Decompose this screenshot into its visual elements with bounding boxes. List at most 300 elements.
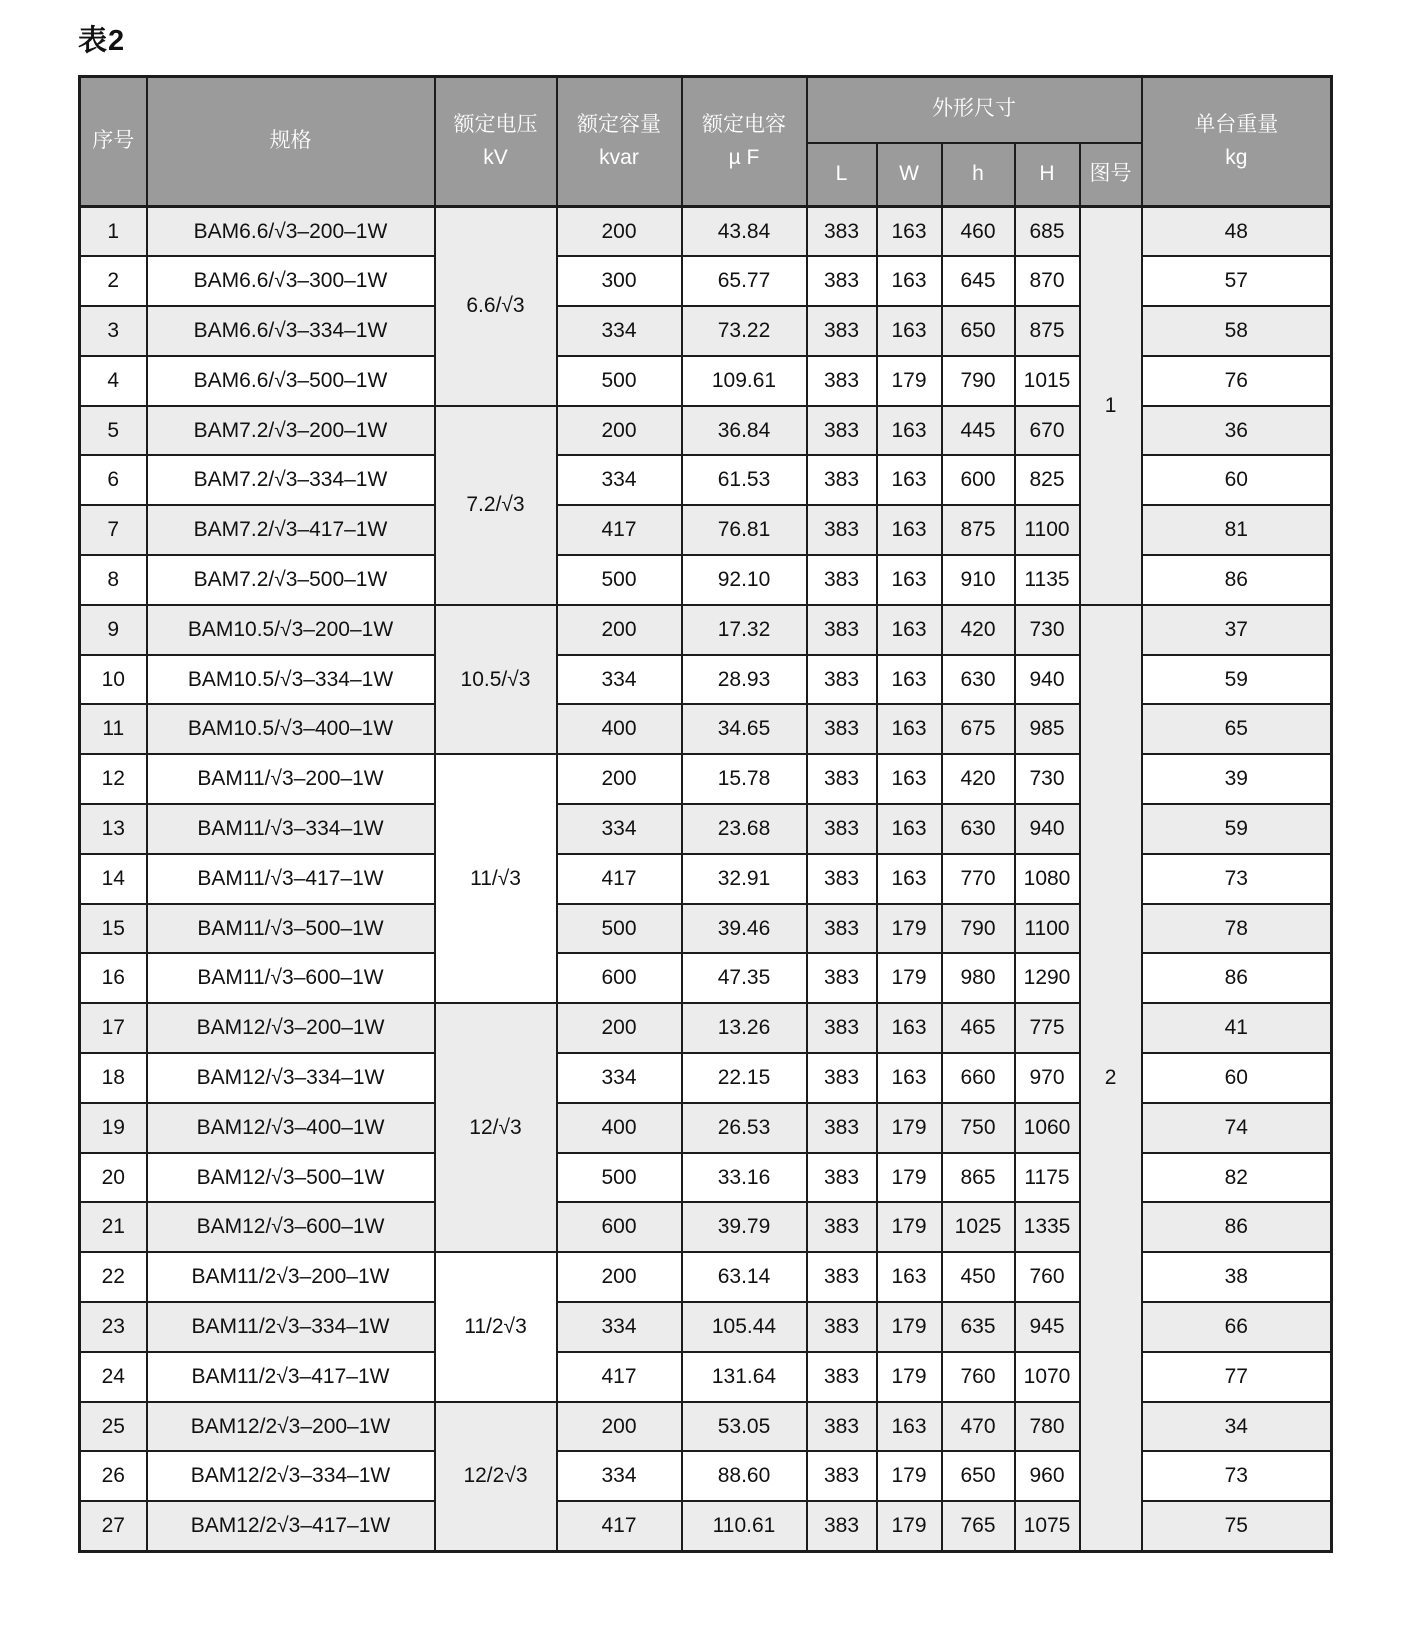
cell-dim-W: 163 xyxy=(877,605,942,655)
cell-serial: 3 xyxy=(80,306,147,356)
cell-rated-capacity: 200 xyxy=(557,1003,682,1053)
cell-spec: BAM12/√3–200–1W xyxy=(147,1003,435,1053)
cell-rated-capacity: 600 xyxy=(557,1202,682,1252)
cell-rated-voltage-group: 6.6/√3 xyxy=(435,207,557,406)
cell-dim-W: 163 xyxy=(877,804,942,854)
cell-serial: 8 xyxy=(80,555,147,605)
header-rated-voltage-line1: 额定电压 xyxy=(453,112,538,136)
table-row xyxy=(80,953,1332,1003)
cell-dim-L: 383 xyxy=(807,904,877,954)
table-row xyxy=(80,306,1332,356)
cell-spec: BAM11/√3–334–1W xyxy=(147,804,435,854)
cell-dim-h: 660 xyxy=(942,1053,1015,1103)
cell-spec: BAM11/√3–600–1W xyxy=(147,953,435,1003)
cell-dim-h: 450 xyxy=(942,1252,1015,1302)
cell-dim-L: 383 xyxy=(807,854,877,904)
cell-dim-h: 635 xyxy=(942,1302,1015,1352)
cell-unit-weight: 60 xyxy=(1142,455,1332,505)
cell-unit-weight: 57 xyxy=(1142,256,1332,306)
cell-spec: BAM6.6/√3–300–1W xyxy=(147,256,435,306)
table-row xyxy=(80,1003,1332,1053)
cell-dim-L: 383 xyxy=(807,1003,877,1053)
cell-rated-capacitance: 65.77 xyxy=(682,256,807,306)
cell-dim-W: 163 xyxy=(877,1402,942,1452)
cell-dim-L: 383 xyxy=(807,1153,877,1203)
cell-spec: BAM11/2√3–334–1W xyxy=(147,1302,435,1352)
cell-dim-H: 1100 xyxy=(1015,904,1080,954)
cell-rated-capacity: 417 xyxy=(557,505,682,555)
cell-dim-H: 1060 xyxy=(1015,1103,1080,1153)
table-row xyxy=(80,1501,1332,1551)
table-row xyxy=(80,904,1332,954)
cell-dim-h: 420 xyxy=(942,754,1015,804)
header-rated-voltage xyxy=(435,77,557,207)
cell-dim-h: 465 xyxy=(942,1003,1015,1053)
cell-dim-W: 179 xyxy=(877,904,942,954)
cell-dim-h: 1025 xyxy=(942,1202,1015,1252)
cell-rated-capacity: 200 xyxy=(557,207,682,257)
cell-dim-h: 765 xyxy=(942,1501,1015,1551)
cell-rated-capacitance: 131.64 xyxy=(682,1352,807,1402)
header-rated-capacitance-unit: µ F xyxy=(728,145,760,169)
table-row xyxy=(80,1402,1332,1452)
cell-dim-h: 630 xyxy=(942,804,1015,854)
cell-rated-capacitance: 15.78 xyxy=(682,754,807,804)
cell-dim-L: 383 xyxy=(807,406,877,456)
cell-rated-capacity: 334 xyxy=(557,1451,682,1501)
cell-dim-h: 675 xyxy=(942,704,1015,754)
cell-dim-W: 179 xyxy=(877,356,942,406)
cell-dim-H: 760 xyxy=(1015,1252,1080,1302)
cell-dim-H: 970 xyxy=(1015,1053,1080,1103)
cell-rated-capacitance: 47.35 xyxy=(682,953,807,1003)
cell-dim-H: 1100 xyxy=(1015,505,1080,555)
cell-dim-H: 1080 xyxy=(1015,854,1080,904)
table-row xyxy=(80,256,1332,306)
table-row xyxy=(80,1252,1332,1302)
cell-dim-H: 1290 xyxy=(1015,953,1080,1003)
cell-rated-capacitance: 61.53 xyxy=(682,455,807,505)
header-serial xyxy=(80,77,147,207)
table-row xyxy=(80,1103,1332,1153)
cell-dim-h: 650 xyxy=(942,1451,1015,1501)
cell-dim-h: 910 xyxy=(942,555,1015,605)
header-dimensions-group xyxy=(807,77,1142,143)
cell-dim-H: 730 xyxy=(1015,605,1080,655)
cell-spec: BAM12/2√3–200–1W xyxy=(147,1402,435,1452)
cell-rated-capacity: 300 xyxy=(557,256,682,306)
cell-unit-weight: 76 xyxy=(1142,356,1332,406)
cell-dim-L: 383 xyxy=(807,1302,877,1352)
header-dim-L-label: L xyxy=(835,161,848,185)
header-dim-h xyxy=(942,143,1015,207)
cell-serial: 16 xyxy=(80,953,147,1003)
cell-dim-H: 940 xyxy=(1015,804,1080,854)
capacitor-spec-table xyxy=(78,75,1333,1553)
cell-dim-H: 825 xyxy=(1015,455,1080,505)
cell-rated-voltage-group: 12/√3 xyxy=(435,1003,557,1252)
cell-dim-H: 670 xyxy=(1015,406,1080,456)
cell-spec: BAM11/2√3–417–1W xyxy=(147,1352,435,1402)
header-spec xyxy=(147,77,435,207)
cell-dim-h: 750 xyxy=(942,1103,1015,1153)
cell-rated-capacitance: 39.46 xyxy=(682,904,807,954)
cell-dim-h: 650 xyxy=(942,306,1015,356)
cell-rated-voltage-group: 11/2√3 xyxy=(435,1252,557,1401)
cell-dim-h: 645 xyxy=(942,256,1015,306)
cell-dim-L: 383 xyxy=(807,555,877,605)
header-dim-W xyxy=(877,143,942,207)
cell-dim-h: 790 xyxy=(942,904,1015,954)
cell-unit-weight: 73 xyxy=(1142,854,1332,904)
cell-rated-capacitance: 34.65 xyxy=(682,704,807,754)
cell-unit-weight: 73 xyxy=(1142,1451,1332,1501)
cell-rated-capacitance: 73.22 xyxy=(682,306,807,356)
cell-dim-W: 179 xyxy=(877,1352,942,1402)
cell-unit-weight: 59 xyxy=(1142,804,1332,854)
cell-spec: BAM11/√3–500–1W xyxy=(147,904,435,954)
cell-dim-W: 163 xyxy=(877,406,942,456)
cell-dim-W: 163 xyxy=(877,455,942,505)
cell-serial: 18 xyxy=(80,1053,147,1103)
cell-serial: 17 xyxy=(80,1003,147,1053)
cell-dim-H: 985 xyxy=(1015,704,1080,754)
cell-dim-W: 163 xyxy=(877,207,942,257)
cell-dim-L: 383 xyxy=(807,704,877,754)
cell-unit-weight: 75 xyxy=(1142,1501,1332,1551)
cell-spec: BAM11/√3–200–1W xyxy=(147,754,435,804)
cell-serial: 1 xyxy=(80,207,147,257)
cell-unit-weight: 58 xyxy=(1142,306,1332,356)
cell-dim-W: 163 xyxy=(877,655,942,705)
cell-serial: 25 xyxy=(80,1402,147,1452)
cell-unit-weight: 34 xyxy=(1142,1402,1332,1452)
cell-dim-L: 383 xyxy=(807,1402,877,1452)
cell-rated-capacity: 200 xyxy=(557,605,682,655)
cell-unit-weight: 86 xyxy=(1142,1202,1332,1252)
cell-dim-L: 383 xyxy=(807,356,877,406)
cell-rated-capacity: 500 xyxy=(557,356,682,406)
cell-dim-L: 383 xyxy=(807,1103,877,1153)
header-rated-capacity-unit: kvar xyxy=(599,145,639,169)
cell-rated-capacity: 200 xyxy=(557,1252,682,1302)
cell-dim-W: 163 xyxy=(877,555,942,605)
cell-spec: BAM6.6/√3–500–1W xyxy=(147,356,435,406)
cell-dim-H: 730 xyxy=(1015,754,1080,804)
cell-dim-L: 383 xyxy=(807,455,877,505)
header-rated-capacitance xyxy=(682,77,807,207)
cell-rated-capacitance: 22.15 xyxy=(682,1053,807,1103)
cell-dim-H: 1070 xyxy=(1015,1352,1080,1402)
header-rated-capacitance-line1: 额定电容 xyxy=(702,112,786,136)
cell-dim-W: 163 xyxy=(877,1053,942,1103)
cell-dim-L: 383 xyxy=(807,605,877,655)
cell-rated-voltage-group: 10.5/√3 xyxy=(435,605,557,754)
table-row xyxy=(80,406,1332,456)
cell-rated-capacity: 500 xyxy=(557,555,682,605)
cell-rated-capacitance: 76.81 xyxy=(682,505,807,555)
table-row xyxy=(80,704,1332,754)
cell-rated-capacitance: 53.05 xyxy=(682,1402,807,1452)
cell-dim-W: 179 xyxy=(877,1202,942,1252)
cell-serial: 19 xyxy=(80,1103,147,1153)
cell-spec: BAM11/√3–417–1W xyxy=(147,854,435,904)
cell-unit-weight: 86 xyxy=(1142,953,1332,1003)
header-unit-weight-line1: 单台重量 xyxy=(1194,112,1279,136)
cell-figure-no-group: 2 xyxy=(1080,605,1142,1551)
header-rated-voltage-unit: kV xyxy=(483,145,508,169)
table-title: 表2 xyxy=(78,25,126,57)
cell-unit-weight: 39 xyxy=(1142,754,1332,804)
table-row xyxy=(80,1153,1332,1203)
header-figure-no xyxy=(1080,143,1142,207)
document-page xyxy=(78,18,1333,1553)
cell-dim-H: 940 xyxy=(1015,655,1080,705)
cell-unit-weight: 82 xyxy=(1142,1153,1332,1203)
cell-rated-capacity: 200 xyxy=(557,754,682,804)
cell-dim-L: 383 xyxy=(807,1202,877,1252)
cell-serial: 7 xyxy=(80,505,147,555)
cell-rated-capacity: 334 xyxy=(557,1302,682,1352)
cell-dim-W: 163 xyxy=(877,704,942,754)
cell-spec: BAM6.6/√3–200–1W xyxy=(147,207,435,257)
table-row xyxy=(80,505,1332,555)
cell-dim-H: 775 xyxy=(1015,1003,1080,1053)
cell-rated-voltage-group: 11/√3 xyxy=(435,754,557,1003)
cell-dim-H: 960 xyxy=(1015,1451,1080,1501)
table-row xyxy=(80,1451,1332,1501)
cell-serial: 20 xyxy=(80,1153,147,1203)
cell-rated-capacity: 417 xyxy=(557,1501,682,1551)
cell-spec: BAM10.5/√3–400–1W xyxy=(147,704,435,754)
cell-unit-weight: 74 xyxy=(1142,1103,1332,1153)
cell-rated-capacitance: 43.84 xyxy=(682,207,807,257)
cell-rated-capacitance: 88.60 xyxy=(682,1451,807,1501)
cell-serial: 26 xyxy=(80,1451,147,1501)
cell-dim-L: 383 xyxy=(807,1352,877,1402)
cell-dim-H: 1015 xyxy=(1015,356,1080,406)
cell-spec: BAM12/√3–600–1W xyxy=(147,1202,435,1252)
cell-spec: BAM12/2√3–334–1W xyxy=(147,1451,435,1501)
table-row xyxy=(80,655,1332,705)
cell-dim-H: 875 xyxy=(1015,306,1080,356)
cell-rated-capacitance: 13.26 xyxy=(682,1003,807,1053)
table-row xyxy=(80,1202,1332,1252)
cell-rated-capacity: 334 xyxy=(557,306,682,356)
cell-dim-L: 383 xyxy=(807,655,877,705)
table-body xyxy=(80,207,1332,1552)
cell-rated-capacitance: 92.10 xyxy=(682,555,807,605)
header-dimensions-label: 外形尺寸 xyxy=(932,97,1017,121)
cell-rated-capacitance: 26.53 xyxy=(682,1103,807,1153)
cell-rated-capacity: 600 xyxy=(557,953,682,1003)
cell-rated-capacity: 334 xyxy=(557,455,682,505)
cell-dim-W: 179 xyxy=(877,1103,942,1153)
cell-spec: BAM10.5/√3–334–1W xyxy=(147,655,435,705)
table-row xyxy=(80,1352,1332,1402)
cell-spec: BAM12/2√3–417–1W xyxy=(147,1501,435,1551)
cell-dim-H: 780 xyxy=(1015,1402,1080,1452)
header-rated-capacity xyxy=(557,77,682,207)
header-unit-weight xyxy=(1142,77,1332,207)
cell-serial: 15 xyxy=(80,904,147,954)
cell-serial: 10 xyxy=(80,655,147,705)
cell-unit-weight: 65 xyxy=(1142,704,1332,754)
table-row xyxy=(80,1053,1332,1103)
table-row xyxy=(80,605,1332,655)
cell-dim-H: 1335 xyxy=(1015,1202,1080,1252)
header-spec-label: 规格 xyxy=(269,129,312,153)
cell-rated-capacitance: 28.93 xyxy=(682,655,807,705)
cell-dim-W: 179 xyxy=(877,1451,942,1501)
cell-spec: BAM10.5/√3–200–1W xyxy=(147,605,435,655)
cell-serial: 11 xyxy=(80,704,147,754)
cell-rated-capacitance: 33.16 xyxy=(682,1153,807,1203)
cell-rated-capacitance: 23.68 xyxy=(682,804,807,854)
cell-dim-H: 1175 xyxy=(1015,1153,1080,1203)
cell-serial: 23 xyxy=(80,1302,147,1352)
cell-unit-weight: 77 xyxy=(1142,1352,1332,1402)
cell-serial: 14 xyxy=(80,854,147,904)
header-dim-H-label: H xyxy=(1039,161,1055,185)
table-row xyxy=(80,555,1332,605)
cell-rated-capacity: 417 xyxy=(557,854,682,904)
cell-dim-H: 870 xyxy=(1015,256,1080,306)
table-row xyxy=(80,854,1332,904)
cell-dim-L: 383 xyxy=(807,1451,877,1501)
cell-unit-weight: 37 xyxy=(1142,605,1332,655)
cell-dim-h: 770 xyxy=(942,854,1015,904)
cell-rated-capacitance: 105.44 xyxy=(682,1302,807,1352)
cell-dim-H: 1135 xyxy=(1015,555,1080,605)
cell-dim-h: 600 xyxy=(942,455,1015,505)
cell-figure-no-group: 1 xyxy=(1080,207,1142,605)
table-row xyxy=(80,455,1332,505)
cell-dim-L: 383 xyxy=(807,1053,877,1103)
cell-rated-capacity: 400 xyxy=(557,1103,682,1153)
cell-rated-capacity: 200 xyxy=(557,1402,682,1452)
cell-serial: 12 xyxy=(80,754,147,804)
cell-spec: BAM7.2/√3–334–1W xyxy=(147,455,435,505)
cell-serial: 22 xyxy=(80,1252,147,1302)
cell-rated-capacity: 417 xyxy=(557,1352,682,1402)
cell-unit-weight: 38 xyxy=(1142,1252,1332,1302)
cell-dim-H: 685 xyxy=(1015,207,1080,257)
cell-dim-W: 163 xyxy=(877,854,942,904)
cell-dim-W: 163 xyxy=(877,505,942,555)
cell-dim-h: 445 xyxy=(942,406,1015,456)
cell-spec: BAM7.2/√3–200–1W xyxy=(147,406,435,456)
cell-serial: 5 xyxy=(80,406,147,456)
cell-rated-voltage-group: 7.2/√3 xyxy=(435,406,557,605)
cell-serial: 9 xyxy=(80,605,147,655)
cell-serial: 6 xyxy=(80,455,147,505)
header-dim-h-label: h xyxy=(972,161,984,185)
cell-rated-capacity: 500 xyxy=(557,904,682,954)
cell-dim-h: 470 xyxy=(942,1402,1015,1452)
cell-spec: BAM7.2/√3–500–1W xyxy=(147,555,435,605)
cell-rated-capacitance: 109.61 xyxy=(682,356,807,406)
cell-dim-W: 179 xyxy=(877,1501,942,1551)
cell-unit-weight: 78 xyxy=(1142,904,1332,954)
cell-dim-L: 383 xyxy=(807,207,877,257)
cell-dim-W: 179 xyxy=(877,1153,942,1203)
cell-rated-capacity: 334 xyxy=(557,1053,682,1103)
cell-dim-W: 163 xyxy=(877,1003,942,1053)
cell-unit-weight: 41 xyxy=(1142,1003,1332,1053)
cell-unit-weight: 59 xyxy=(1142,655,1332,705)
table-row xyxy=(80,207,1332,257)
cell-unit-weight: 66 xyxy=(1142,1302,1332,1352)
header-dim-W-label: W xyxy=(899,161,919,185)
cell-serial: 27 xyxy=(80,1501,147,1551)
cell-dim-W: 179 xyxy=(877,953,942,1003)
cell-unit-weight: 36 xyxy=(1142,406,1332,456)
cell-dim-H: 945 xyxy=(1015,1302,1080,1352)
cell-rated-capacitance: 110.61 xyxy=(682,1501,807,1551)
cell-rated-capacity: 334 xyxy=(557,655,682,705)
cell-dim-h: 460 xyxy=(942,207,1015,257)
cell-spec: BAM12/√3–400–1W xyxy=(147,1103,435,1153)
cell-dim-W: 163 xyxy=(877,754,942,804)
cell-rated-capacitance: 17.32 xyxy=(682,605,807,655)
cell-rated-capacity: 200 xyxy=(557,406,682,456)
cell-unit-weight: 48 xyxy=(1142,207,1332,257)
cell-rated-capacity: 500 xyxy=(557,1153,682,1203)
cell-dim-W: 163 xyxy=(877,256,942,306)
table-row xyxy=(80,1302,1332,1352)
cell-dim-L: 383 xyxy=(807,754,877,804)
cell-dim-L: 383 xyxy=(807,505,877,555)
header-figure-no-label: 图号 xyxy=(1089,161,1132,185)
cell-dim-L: 383 xyxy=(807,1252,877,1302)
cell-dim-L: 383 xyxy=(807,306,877,356)
cell-dim-L: 383 xyxy=(807,953,877,1003)
cell-rated-voltage-group: 12/2√3 xyxy=(435,1402,557,1551)
cell-spec: BAM7.2/√3–417–1W xyxy=(147,505,435,555)
cell-dim-h: 875 xyxy=(942,505,1015,555)
cell-rated-capacitance: 36.84 xyxy=(682,406,807,456)
cell-serial: 24 xyxy=(80,1352,147,1402)
cell-rated-capacitance: 63.14 xyxy=(682,1252,807,1302)
cell-dim-h: 760 xyxy=(942,1352,1015,1402)
cell-dim-L: 383 xyxy=(807,804,877,854)
table-row xyxy=(80,356,1332,406)
cell-dim-W: 163 xyxy=(877,306,942,356)
table-row xyxy=(80,754,1332,804)
cell-rated-capacity: 334 xyxy=(557,804,682,854)
header-dim-H xyxy=(1015,143,1080,207)
cell-spec: BAM11/2√3–200–1W xyxy=(147,1252,435,1302)
cell-unit-weight: 81 xyxy=(1142,505,1332,555)
cell-dim-h: 630 xyxy=(942,655,1015,705)
header-rated-capacity-line1: 额定容量 xyxy=(577,112,661,136)
cell-unit-weight: 86 xyxy=(1142,555,1332,605)
cell-dim-h: 420 xyxy=(942,605,1015,655)
cell-dim-L: 383 xyxy=(807,256,877,306)
cell-serial: 4 xyxy=(80,356,147,406)
cell-spec: BAM6.6/√3–334–1W xyxy=(147,306,435,356)
table-header xyxy=(80,77,1332,207)
cell-serial: 2 xyxy=(80,256,147,306)
cell-rated-capacitance: 39.79 xyxy=(682,1202,807,1252)
cell-dim-H: 1075 xyxy=(1015,1501,1080,1551)
header-serial-label: 序号 xyxy=(92,129,135,153)
header-dim-L xyxy=(807,143,877,207)
cell-dim-h: 865 xyxy=(942,1153,1015,1203)
cell-rated-capacity: 400 xyxy=(557,704,682,754)
cell-dim-h: 980 xyxy=(942,953,1015,1003)
